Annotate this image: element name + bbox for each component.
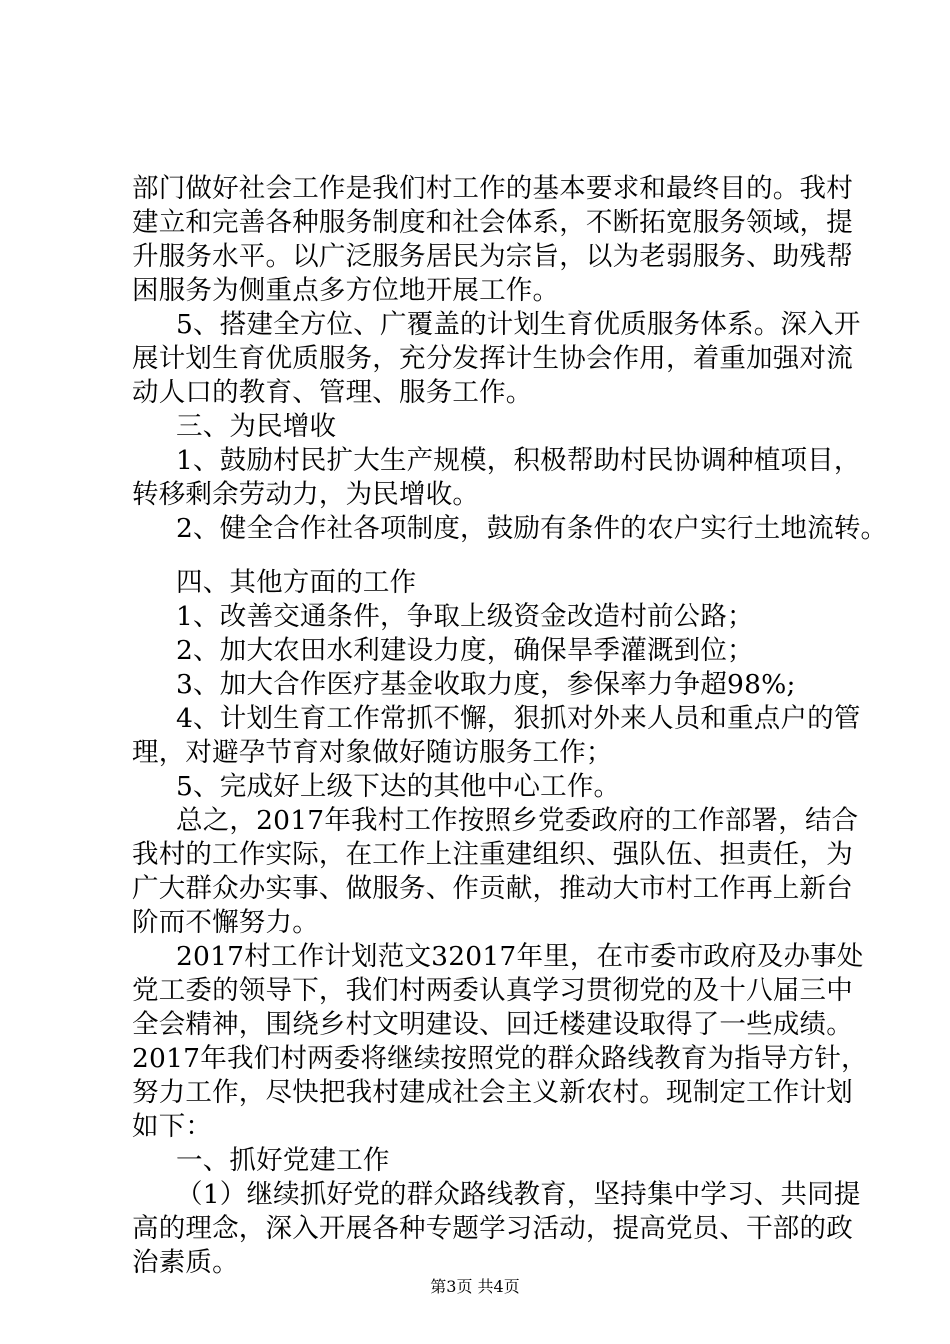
paragraph-line: 2、健全合作社各项制度，鼓励有条件的农户实行土地流转。: [176, 513, 888, 544]
paragraph-line: 努力工作，尽快把我村建成社会主义新农村。现制定工作计划: [132, 1077, 853, 1108]
paragraph-line: （1）继续抓好党的群众路线教育，坚持集中学习、共同提: [176, 1179, 861, 1210]
section-heading: 一、抓好党建工作: [176, 1145, 390, 1176]
paragraph-line: 建立和完善各种服务制度和社会体系，不断拓宽服务领域，提: [132, 207, 853, 238]
paragraph-line: 1、改善交通条件，争取上级资金改造村前公路；: [176, 601, 754, 632]
paragraph-line: 广大群众办实事、做服务、作贡献，推动大市村工作再上新台: [132, 873, 853, 904]
paragraph-line: 升服务水平。以广泛服务居民为宗旨，以为老弱服务、助残帮: [132, 241, 853, 272]
paragraph-line: 我村的工作实际，在工作上注重建组织、强队伍、担责任，为: [132, 839, 853, 870]
paragraph-line: 3、加大合作医疗基金收取力度，参保率力争超98%;: [176, 669, 796, 700]
page-footer: 第3页 共4页: [430, 1277, 520, 1296]
paragraph-line: 2017年我们村两委将继续按照党的群众路线教育为指导方针，: [132, 1043, 868, 1074]
paragraph-line: 理，对避孕节育对象做好随访服务工作；: [132, 737, 613, 768]
paragraph-line: 总之，2017年我村工作按照乡党委政府的工作部署，结合: [176, 805, 859, 836]
section-heading: 四、其他方面的工作: [176, 567, 417, 598]
section-heading: 三、为民增收: [176, 411, 337, 442]
paragraph-line: 5、搭建全方位、广覆盖的计划生育优质服务体系。深入开: [176, 309, 861, 340]
paragraph-line: 动人口的教育、管理、服务工作。: [132, 377, 533, 408]
paragraph-line: 1、鼓励村民扩大生产规模，积极帮助村民协调种植项目，: [176, 445, 861, 476]
paragraph-line: 转移剩余劳动力，为民增收。: [132, 479, 480, 510]
paragraph-line: 5、完成好上级下达的其他中心工作。: [176, 771, 621, 802]
paragraph-line: 困服务为侧重点多方位地开展工作。: [132, 275, 560, 306]
paragraph-line: 4、计划生育工作常抓不懈，狠抓对外来人员和重点户的管: [176, 703, 861, 734]
paragraph-line: 部门做好社会工作是我们村工作的基本要求和最终目的。我村: [132, 173, 853, 204]
paragraph-line: 如下：: [132, 1111, 213, 1142]
paragraph-line: 党工委的领导下，我们村两委认真学习贯彻党的及十八届三中: [132, 975, 853, 1006]
paragraph-line: 治素质。: [132, 1247, 239, 1278]
paragraph-line: 2017村工作计划范文32017年里，在市委市政府及办事处: [176, 941, 864, 972]
paragraph-line: 展计划生育优质服务，充分发挥计生协会作用，着重加强对流: [132, 343, 853, 374]
paragraph-line: 2、加大农田水利建设力度，确保旱季灌溉到位；: [176, 635, 754, 666]
paragraph-line: 全会精神，围绕乡村文明建设、回迁楼建设取得了一些成绩。: [132, 1009, 853, 1040]
paragraph-line: 高的理念，深入开展各种专题学习活动，提高党员、干部的政: [132, 1213, 853, 1244]
paragraph-line: 阶而不懈努力。: [132, 907, 319, 938]
